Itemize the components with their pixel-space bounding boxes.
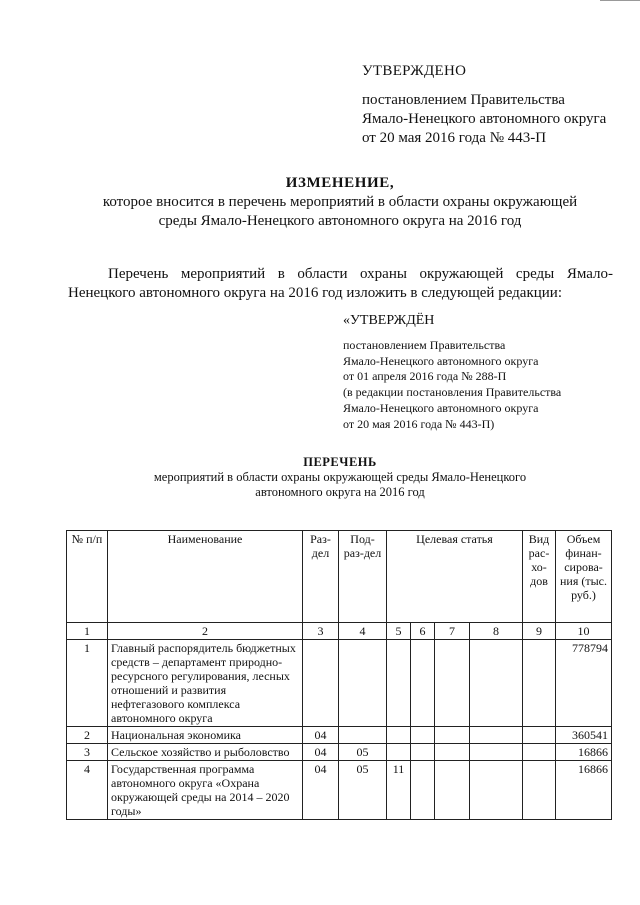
- column-number: 4: [339, 623, 387, 640]
- column-number: 6: [411, 623, 435, 640]
- table-row: [67, 744, 612, 761]
- row-target-1: [387, 744, 411, 761]
- row-name: Государственная программа автономного округа «Охрана окружающей среды на 2014 – 2020 годы»: [108, 761, 303, 820]
- row-target-3: [435, 727, 470, 744]
- intro-paragraph: Перечень мероприятий в области охраны окружающей среды Ямало-Ненецкого автономного округа на 2016 год изложить в следующей редакции:: [68, 266, 613, 301]
- measures-table: [66, 530, 612, 820]
- list-title: ПЕРЕЧЕНЬ: [303, 455, 377, 469]
- approval-line: постановлением Правительства: [362, 92, 565, 108]
- change-subtitle-line: среды Ямало-Ненецкого автономного округа на 2016 год: [158, 213, 522, 229]
- row-target-4: [470, 761, 523, 820]
- row-target-2: [411, 761, 435, 820]
- header-target-article: Целевая статья: [387, 531, 523, 623]
- approval-line: Ямало-Ненецкого автономного округа: [362, 111, 607, 127]
- row-target-4: [470, 640, 523, 727]
- column-number: 3: [303, 623, 339, 640]
- row-num: 4: [67, 761, 108, 820]
- row-section: 04: [303, 727, 339, 744]
- column-number: 8: [470, 623, 523, 640]
- inner-approval-line: Ямало-Ненецкого автономного округа: [343, 400, 539, 415]
- row-target-2: [411, 640, 435, 727]
- inner-approval-block: [343, 313, 561, 433]
- header-expense-type: Вид рас-хо-дов: [523, 531, 556, 623]
- row-section: 04: [303, 761, 339, 820]
- table-row: [67, 640, 612, 727]
- column-number: 5: [387, 623, 411, 640]
- inner-approval-line: от 20 мая 2016 года № 443-П): [343, 416, 495, 431]
- row-target-4: [470, 744, 523, 761]
- table-row: [67, 761, 612, 820]
- row-name: Национальная экономика: [108, 727, 303, 744]
- row-expense: [523, 744, 556, 761]
- row-target-3: [435, 761, 470, 820]
- column-number: 10: [556, 623, 612, 640]
- row-num: 2: [67, 727, 108, 744]
- row-target-1: [387, 727, 411, 744]
- column-number: 2: [108, 623, 303, 640]
- row-subsection: [339, 640, 387, 727]
- row-amount: 360541: [556, 727, 612, 744]
- row-name: Главный распорядитель бюджетных средств – департамент природно-ресурсного регулирования, лесных отношений и развития нефтегазового комплекса автономного округа: [108, 640, 303, 727]
- row-subsection: 05: [339, 744, 387, 761]
- row-section: [303, 640, 339, 727]
- header-section: Раз-дел: [303, 531, 339, 623]
- row-name: Сельское хозяйство и рыболовство: [108, 744, 303, 761]
- list-subtitle-line: мероприятий в области охраны окружающей среды Ямало-Ненецкого: [153, 470, 527, 484]
- row-amount: 16866: [556, 744, 612, 761]
- inner-approval-heading: «УТВЕРЖДЁН: [343, 313, 435, 328]
- table-row: [67, 727, 612, 744]
- row-section: 04: [303, 744, 339, 761]
- row-expense: [523, 761, 556, 820]
- row-target-1: 11: [387, 761, 411, 820]
- change-title-block: [60, 174, 620, 231]
- change-title: ИЗМЕНЕНИЕ,: [285, 175, 395, 191]
- row-target-3: [435, 640, 470, 727]
- inner-approval-line: от 01 апреля 2016 года № 288-П: [343, 369, 507, 384]
- row-target-2: [411, 744, 435, 761]
- approval-heading: УТВЕРЖДЕНО: [362, 63, 467, 79]
- list-title-block: [100, 455, 580, 500]
- header-financing-amount: Объем финан-сирова-ния (тыс. руб.): [556, 531, 612, 623]
- approval-block: [362, 62, 606, 148]
- row-target-3: [435, 744, 470, 761]
- row-expense: [523, 640, 556, 727]
- column-number: 7: [435, 623, 470, 640]
- header-subsection: Под-раз-дел: [339, 531, 387, 623]
- corner-mark: [600, 0, 640, 1]
- header-name: Наименование: [108, 531, 303, 623]
- row-num: 3: [67, 744, 108, 761]
- column-number: 9: [523, 623, 556, 640]
- inner-approval-line: Ямало-Ненецкого автономного округа: [343, 353, 539, 368]
- row-target-4: [470, 727, 523, 744]
- row-amount: 16866: [556, 761, 612, 820]
- change-subtitle-line: которое вносится в перечень мероприятий в области охраны окружающей: [102, 194, 578, 210]
- approval-line: от 20 мая 2016 года № 443-П: [362, 130, 547, 146]
- row-target-2: [411, 727, 435, 744]
- inner-approval-line: (в редакции постановления Правительства: [343, 385, 562, 400]
- row-num: 1: [67, 640, 108, 727]
- column-number: 1: [67, 623, 108, 640]
- row-target-1: [387, 640, 411, 727]
- row-amount: 778794: [556, 640, 612, 727]
- inner-approval-line: постановлением Правительства: [343, 337, 506, 352]
- header-num: № п/п: [67, 531, 108, 623]
- row-subsection: 05: [339, 761, 387, 820]
- list-subtitle-line: автономного округа на 2016 год: [255, 485, 425, 499]
- row-subsection: [339, 727, 387, 744]
- row-expense: [523, 727, 556, 744]
